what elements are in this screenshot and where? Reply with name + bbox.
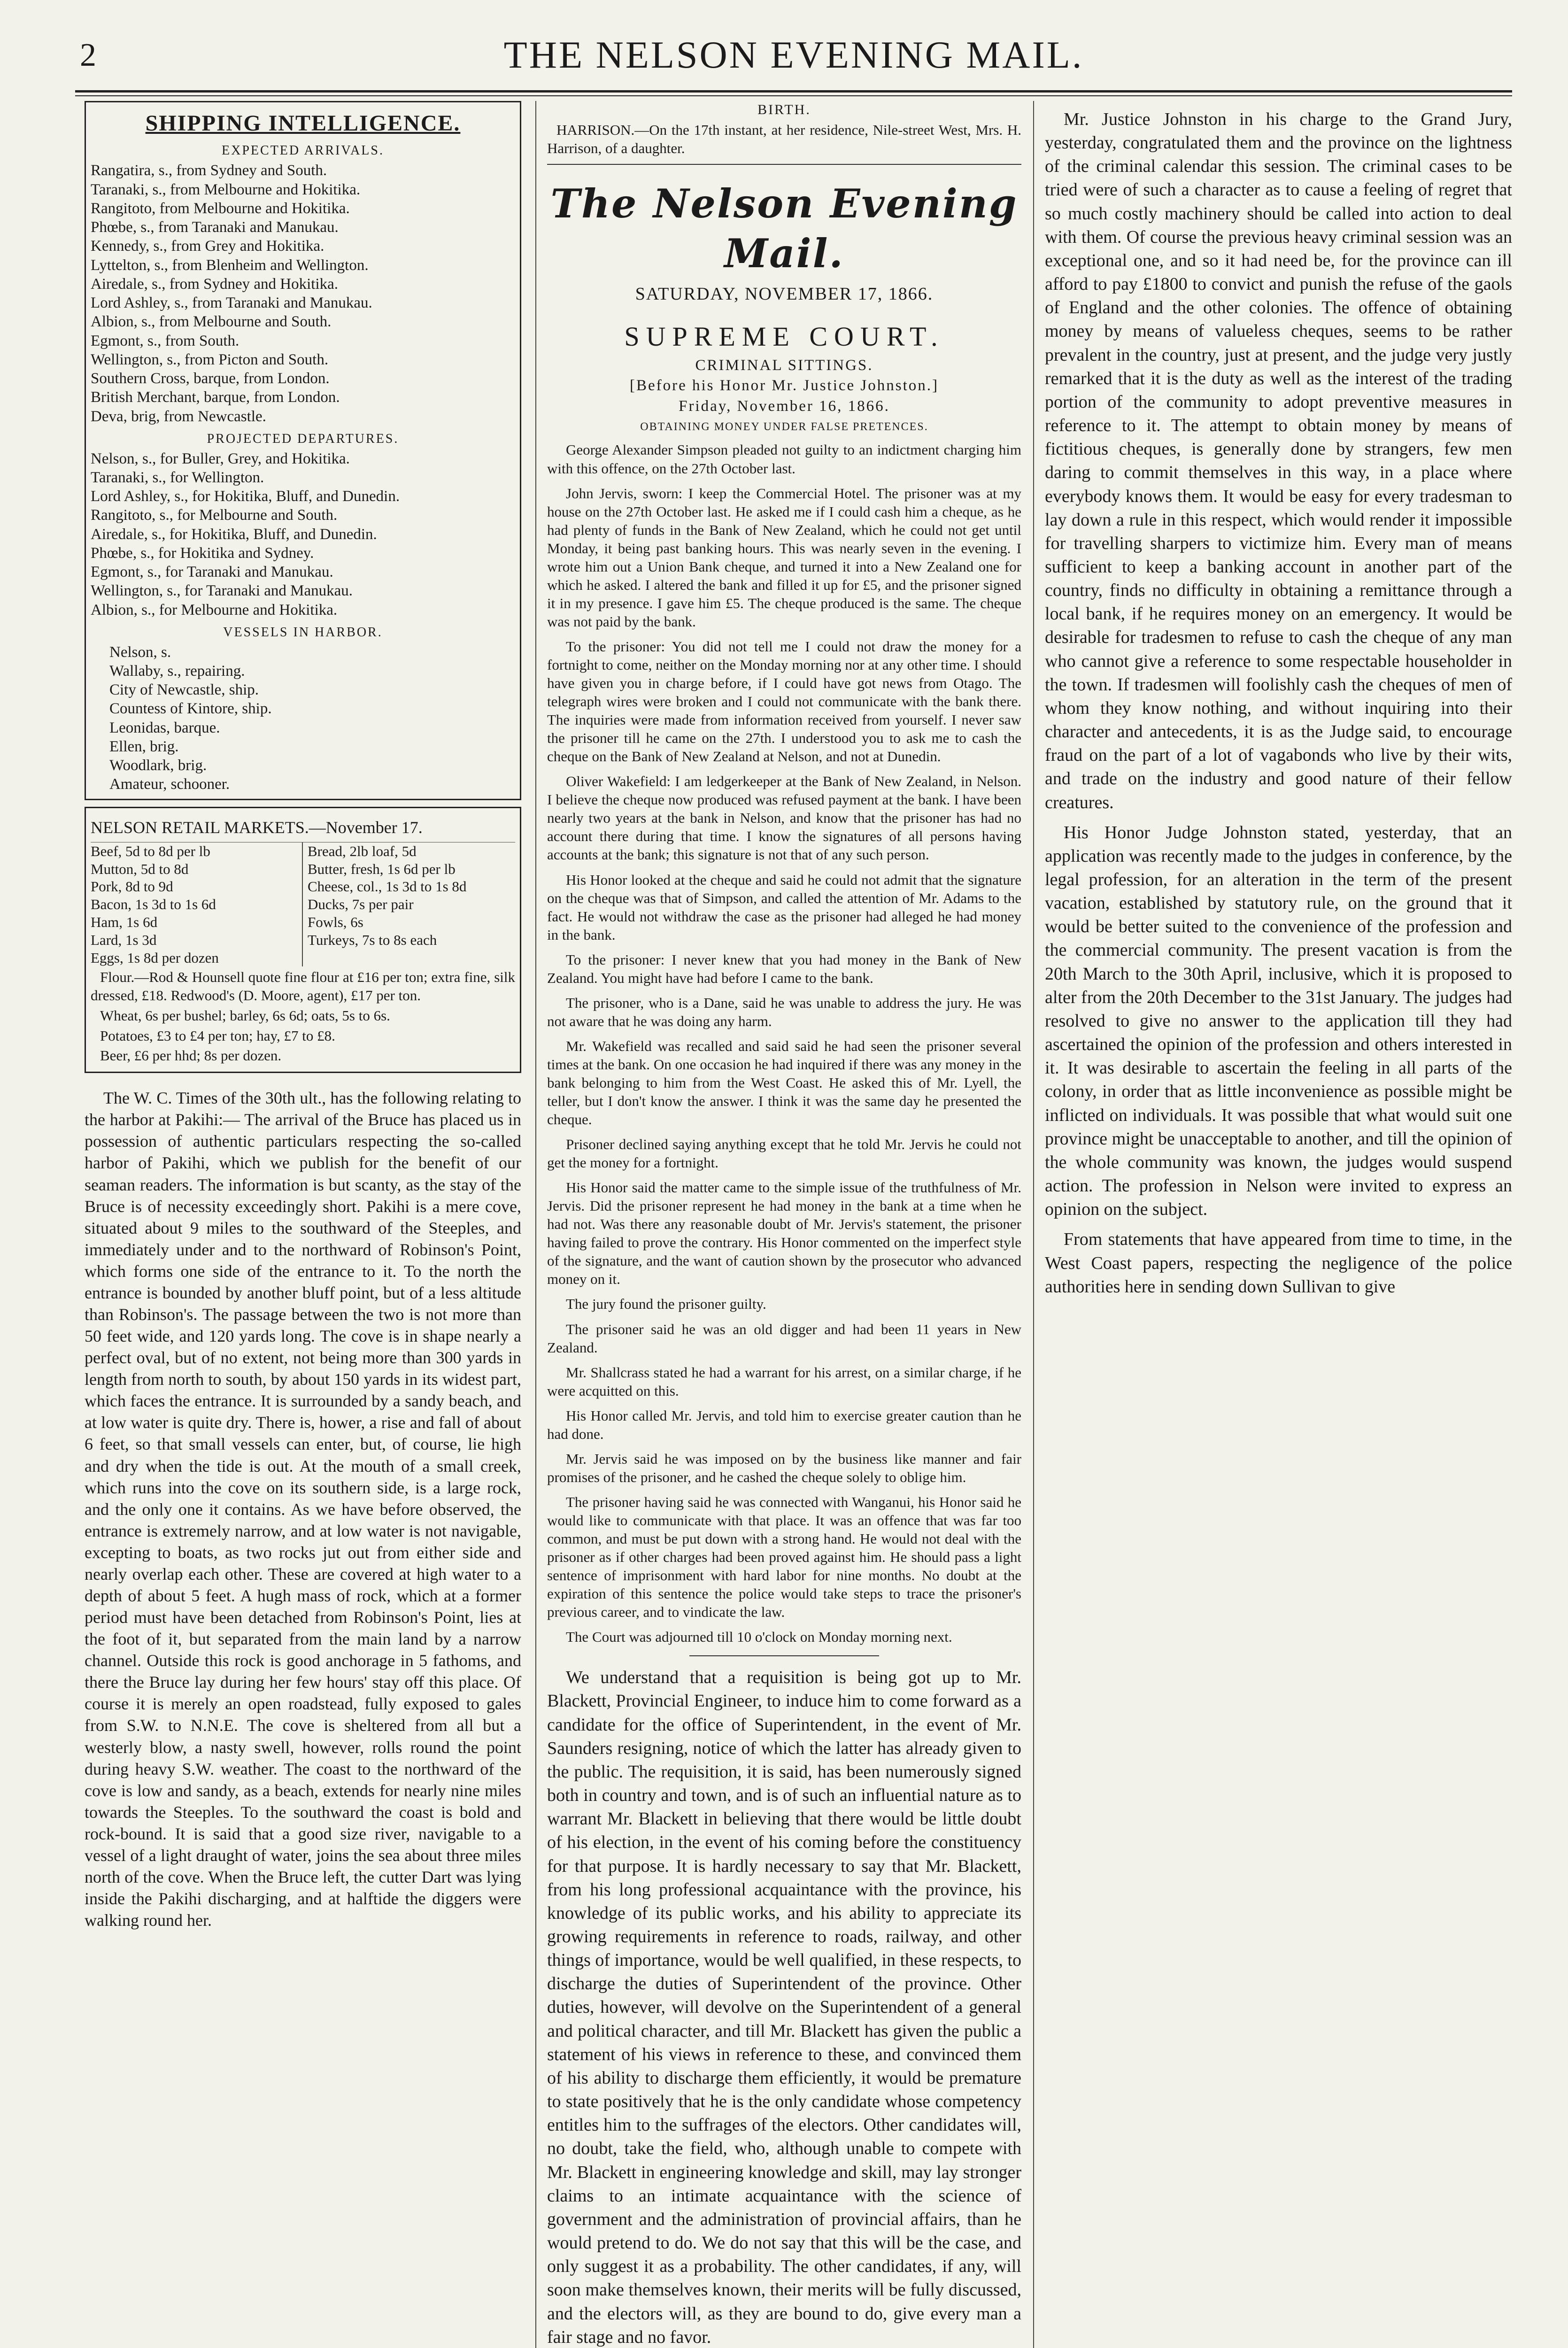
market-price-item: Lard, 1s 3d xyxy=(91,931,157,948)
market-price-item: Pork, 8d to 9d xyxy=(91,878,173,895)
court-paragraph: The prisoner, who is a Dane, said he was unable to address the jury. He was not aware that he was doing any harm. xyxy=(547,994,1021,1029)
projected-departure-item: Airedale, s., for Hokitika, Bluff, and Dunedin. xyxy=(91,525,377,543)
court-judge: [Before his Honor Mr. Justice Johnston.] xyxy=(629,377,939,394)
court-paragraph: The Court was adjourned till 10 o'clock on Monday morning next. xyxy=(566,1629,952,1645)
court-paragraph: Mr. Wakefield was recalled and said said he had seen the prisoner several times at the bank. On one occasion he had inquired if there was any money in the bank belonging to him from the West Coast. He asked this of Mr. Lyell, the teller, but I don't know the answer. I think it was the same day he presented the cheque. xyxy=(547,1037,1021,1128)
market-price-item: Eggs, 1s 8d per dozen xyxy=(91,949,219,966)
column-1 xyxy=(85,101,521,2348)
vessel-in-harbor-item: Nelson, s. xyxy=(109,643,171,661)
editorial-paragraph: His Honor Judge Johnston stated, yesterday, that an application was recently made to the judges in conference, by the legal profession, for an alteration in the term of the present vacation, established by statutory rule, on the ground that it would be better suited to the convenience of the profession and the commercial community. The present vacation is from the 20th March to the 30th April, inclusive, which it is proposed to alter from the 20th December to the 31st January. The judges had resolved to give no answer to the application till they had ascertained the opinion of the profession and others interested in it. It was desirable to ascertain the feeling in all parts of the colony, in order that as little inconvenience as possible might be inflicted on individuals. It was possible that what would suit one province might be unacceptable to another, and till the opinion of the whole community was known, the judges would suspend action. The profession in Nelson were invited to express an opinion on the subject. xyxy=(1045,822,1512,1220)
markets-box xyxy=(85,807,521,1074)
masthead xyxy=(75,28,1512,85)
case-title: OBTAINING MONEY UNDER FALSE PRETENCES. xyxy=(640,421,928,433)
vessels-in-harbor-list xyxy=(91,643,515,794)
vessel-in-harbor-item: Wallaby, s., repairing. xyxy=(109,662,245,680)
market-price-item: Butter, fresh, 1s 6d per lb xyxy=(308,860,456,877)
editorial-paragraph: From statements that have appeared from time to time, in the West Coast papers, respecting the negligence of the police authorities here in sending down Sullivan to give xyxy=(1045,1229,1512,1297)
column-2 xyxy=(547,101,1021,2348)
court-date: Friday, November 16, 1866. xyxy=(679,397,890,415)
divider xyxy=(689,1655,879,1656)
expected-arrival-item: Southern Cross, barque, from London. xyxy=(91,370,330,387)
expected-arrival-item: Airedale, s., from Sydney and Hokitika. xyxy=(91,275,338,293)
newspaper-title: THE NELSON EVENING MAIL. xyxy=(503,33,1084,76)
projected-departure-item: Taranaki, s., for Wellington. xyxy=(91,469,264,486)
markets-table xyxy=(91,842,515,967)
birth-heading: BIRTH. xyxy=(757,102,811,117)
vessel-in-harbor-item: Ellen, brig. xyxy=(109,738,179,755)
editorial-paragraph: Mr. Justice Johnston in his charge to the Grand Jury, yesterday, congratulated them and the province on the lightness of the criminal calendar this session. The criminal cases to be tried were of such a character as to cause a feeling of regret that so much costly machinery should be called into action to deal with them. Of course the previous heavy criminal session was an exceptional one, and so it had need be, for the province can ill afford to pay £1800 to convict and punish the refuse of the gaols of England and the other colonies. The offence of obtaining money by means of valueless cheques, seems to be rather prevalent in the country, just at present, and the judge very justly remarked that it is the duty as well as the interest of the trading portion of the community to adopt preventive measures in reference to it. The attempt to obtain money by means of fictitious cheques, is generally done by strangers, few men daring to commit themselves in this way, in a place where everybody knows them. It would be easy for every tradesman to lay down a rule in this respect, which would render it impossible for travelling sharpers to victimize him. Every man of means sufficient to keep a banking account in another part of the country, finds no difficulty in obtaining a remittance through a local bank, if he requires money on an emergency. It would be desirable for tradesmen to refuse to cash the cheque of any man who cannot give a reference to some respectable householder in the town. If tradesmen will foolishly cash the cheques of men of whom they know nothing, and without inquiring into their character and antecedents, it is as the Judge said, to encourage fraud on the part of a lot of vagabonds who live by their wits, and trade on the industry and good nature of their fellow creatures. xyxy=(1045,109,1512,812)
projected-departure-item: Nelson, s., for Buller, Grey, and Hokitika. xyxy=(91,450,350,467)
expected-arrival-item: Taranaki, s., from Melbourne and Hokitika. xyxy=(91,181,361,198)
court-report xyxy=(547,440,1021,1646)
markets-title: NELSON RETAIL MARKETS.—November 17. xyxy=(91,818,423,837)
expected-arrival-item: Egmont, s., from South. xyxy=(91,332,239,349)
court-paragraph: Oliver Wakefield: I am ledgerkeeper at the Bank of New Zealand, in Nelson. I believe the cheque now produced was refused payment at the bank. I have been nearly two years at the bank in Nelson, and know that the prisoner has had no account there during that time. I know the signatures of all persons having accounts at the bank; this signature is not that of any such person. xyxy=(547,773,1021,863)
vessel-in-harbor-item: Amateur, schooner. xyxy=(109,776,230,793)
vessel-in-harbor-item: Woodlark, brig. xyxy=(109,757,207,774)
shipping-box xyxy=(85,101,521,800)
market-note: Flour.—Rod & Hounsell quote fine flour at £16 per ton; extra fine, silk dressed, £18. Redwood's (D. Moore, agent), £17 per ton. xyxy=(91,969,515,1004)
vessel-in-harbor-item: Countess of Kintore, ship. xyxy=(109,700,272,718)
birth-notice: HARRISON.—On the 17th instant, at her residence, Nile-street West, Mrs. H. Harrison, of a daughter. xyxy=(547,121,1021,156)
court-paragraph: The prisoner having said he was connected with Wanganui, his Honor said he would like to communicate with that place. It was an offence that was far too common, and must be put down with a strong hand. He would not deal with the prisoner as if other charges had been proved against him. He should pass a light sentence of imprisonment with hard labor for nine months. No doubt at the expiration of this sentence the police would take steps to trace the prisoner's previous career, and to vindicate the law. xyxy=(547,1493,1021,1621)
court-paragraph: To the prisoner: You did not tell me I could not draw the money for a fortnight to come, neither on the Monday morning nor at any other time. I should have given you in charge before, if I could have got news from Otago. The telegraph wires were broken and I could not communicate with the bank there. The inquiries were made from information received from yourself. I never saw the prisoner till he came on the 27th. I understood you to ask me to cash the cheque on the Bank of New Zealand at Nelson, and not at Dunedin. xyxy=(547,638,1021,765)
market-price-item: Turkeys, 7s to 8s each xyxy=(308,931,437,948)
projected-departures-heading: PROJECTED DEPARTURES. xyxy=(207,431,399,446)
expected-arrival-item: British Merchant, barque, from London. xyxy=(91,389,340,406)
column-3 xyxy=(1045,101,1512,2348)
court-paragraph: Mr. Jervis said he was imposed on by the business like manner and fair promises of the prisoner, and he cashed the cheque solely to oblige him. xyxy=(547,1450,1021,1485)
market-price-item: Bacon, 1s 3d to 1s 6d xyxy=(91,896,216,913)
court-paragraph: Mr. Shallcrass stated he had a warrant for his arrest, on a similar charge, if he were acquitted on this. xyxy=(547,1364,1021,1399)
market-price-item: Ducks, 7s per pair xyxy=(308,896,414,913)
expected-arrival-item: Phœbe, s., from Taranaki and Manukau. xyxy=(91,219,339,236)
editorial-masthead: The Nelson Evening Mail. xyxy=(550,180,1018,277)
court-paragraph: The prisoner said he was an old digger and had been 11 years in New Zealand. xyxy=(547,1321,1021,1356)
expected-arrival-item: Deva, brig, from Newcastle. xyxy=(91,408,266,425)
vessel-in-harbor-item: Leonidas, barque. xyxy=(109,719,220,736)
market-note: Potatoes, £3 to £4 per ton; hay, £7 to £8. xyxy=(100,1027,335,1044)
shipping-title: SHIPPING INTELLIGENCE. xyxy=(145,111,461,136)
projected-departure-item: Wellington, s., for Taranaki and Manukau. xyxy=(91,582,353,600)
court-subtitle: CRIMINAL SITTINGS. xyxy=(695,356,873,374)
expected-arrival-item: Lyttelton, s., from Blenheim and Wellington. xyxy=(91,256,369,274)
vessel-in-harbor-item: City of Newcastle, ship. xyxy=(109,681,259,699)
court-paragraph: George Alexander Simpson pleaded not guilty to an indictment charging him with this offence, on the 27th October last. xyxy=(547,441,1021,477)
market-price-item: Bread, 2lb loaf, 5d xyxy=(308,842,417,859)
market-price-item: Cheese, col., 1s 3d to 1s 8d xyxy=(308,878,467,895)
market-price-item: Beef, 5d to 8d per lb xyxy=(91,842,210,859)
court-paragraph: His Honor called Mr. Jervis, and told him to exercise greater caution than he had done. xyxy=(547,1407,1021,1442)
expected-arrival-item: Rangatira, s., from Sydney and South. xyxy=(91,162,327,179)
editorial-continued xyxy=(1045,108,1512,1298)
projected-departure-item: Rangitoto, s., for Melbourne and South. xyxy=(91,507,338,524)
market-note: Wheat, 6s per bushel; barley, 6s 6d; oats, 5s to 6s. xyxy=(100,1007,390,1024)
projected-departure-item: Albion, s., for Melbourne and Hokitika. xyxy=(91,601,338,618)
expected-arrivals-list xyxy=(91,161,515,426)
court-paragraph: His Honor looked at the cheque and said he could not admit that the signature on the cheque was that of Simpson, and called the attention of Mr. Adams to the fact. He would not withdraw the case as the prisoner had alleged he had money in the bank. xyxy=(547,871,1021,943)
court-title: SUPREME COURT. xyxy=(624,321,944,352)
pakihi-article: The W. C. Times of the 30th ult., has the following relating to the harbor at Pakihi:— The arrival of the Bruce has placed us in possession of authentic particulars respecting the so-called harbor of Pakihi, which we publish for the benefit of our seaman readers. The information is but scanty, as the stay of the Bruce is of necessity exceedingly short. Pakihi is a mere cove, situated about 9 miles to the southward of the Steeples, and immediately under and to the northward of Robinson's Point, which forms one side of the entrance to it. To the north the entrance is bounded by another bluff point, but of a less altitude than Robinson's. The passage between the two is not more than 50 feet wide, and 120 yards long. The cove is in shape nearly a perfect oval, but of no extent, not being more than 300 yards in length from north to south, by about 150 yards in its widest part, which faces the entrance. It is surrounded by a sandy beach, and at low water is quite dry. There is, hower, a rise and fall of about 6 feet, so that small vessels can enter, but, of course, lie high and dry when the tide is out. At the mouth of a small creek, which runs into the cove on its southern side, is a large rock, and the only one it contains. As we have before observed, the entrance is extremely narrow, and at low water is not navigable, excepting to boats, as two rocks jut out from either side and nearly overlap each other. These are covered at high water to a depth of about 5 feet. A hugh mass of rock, which at a former period must have been detached from Robinson's Point, lies at the foot of it, but separated from the main land by a narrow channel. Outside this rock is good anchorage in 5 fathoms, and there the Bruce lay during her few hours' stay off this place. Of course it is merely an open roadstead, fully exposed to gales from S.W. to N.N.E. The cove is sheltered from all but a westerly blow, a nasty swell, however, rolls round the point during heavy S.W. weather. The coast to the northward of the cove is low and sandy, as a beach, extends for nearly nine miles towards the Steeples. To the southward the coast is bold and rock-bound. It is said that a good size river, navigable to a vessel of a light draught of water, joins the sea about three miles north of the cove. When the Bruce left, the cutter Dart was lying inside the Pakihi discharging, and at halftide the diggers were walking round her. xyxy=(85,1089,521,1930)
expected-arrival-item: Lord Ashley, s., from Taranaki and Manukau. xyxy=(91,294,372,312)
market-note: Beer, £6 per hhd; 8s per dozen. xyxy=(100,1047,282,1064)
markets-left-column xyxy=(91,842,303,967)
markets-right-column xyxy=(303,842,515,967)
court-paragraph: The jury found the prisoner guilty. xyxy=(566,1296,766,1313)
page-number: 2 xyxy=(80,37,96,73)
editorial-date: SATURDAY, NOVEMBER 17, 1866. xyxy=(635,284,934,304)
court-paragraph: To the prisoner: I never knew that you had money in the Bank of New Zealand. You might have had before I came to the bank. xyxy=(547,951,1021,986)
divider xyxy=(547,164,1021,165)
expected-arrival-item: Albion, s., from Melbourne and South. xyxy=(91,313,332,331)
projected-departure-item: Egmont, s., for Taranaki and Manukau. xyxy=(91,564,333,581)
court-paragraph: John Jervis, sworn: I keep the Commercial Hotel. The prisoner was at my house on the 27th October last. He asked me if I could cash him a cheque, as he had plenty of funds in the Bank of New Zealand, which he could not get until Monday, it being past banking hours. This was nearly seven in the evening. I wrote him out a Union Bank cheque, and turned it into a New Zealand one for which he asked. I altered the bank and filled it up for £5, and the prisoner signed it in my presence. I gave him £5. The cheque produced is the same. The cheque was not paid by the bank. xyxy=(547,485,1021,630)
column-divider xyxy=(535,101,536,2348)
market-price-item: Mutton, 5d to 8d xyxy=(91,860,189,877)
markets-notes xyxy=(91,968,515,1065)
projected-departure-item: Phœbe, s., for Hokitika and Sydney. xyxy=(91,544,314,562)
court-paragraph: His Honor said the matter came to the simple issue of the truthfulness of Mr. Jervis. Did the prisoner represent he had money in the bank at a time when he had not. Was there any reasonable doubt of Mr. Jervis's statement, the prisoner having failed to prove the contrary. His Honor commented on the imperfect style of the signature, and the want of caution shown by the prosecutor who advanced money on it. xyxy=(547,1179,1021,1288)
column-divider xyxy=(1033,101,1034,2348)
vessels-in-harbor-heading: VESSELS IN HARBOR. xyxy=(223,625,383,640)
market-price-item: Fowls, 6s xyxy=(308,914,363,930)
projected-departure-item: Lord Ashley, s., for Hokitika, Bluff, and Dunedin. xyxy=(91,488,400,505)
court-paragraph: Prisoner declined saying anything except that he told Mr. Jervis he could not get the money for a fortnight. xyxy=(547,1136,1021,1171)
expected-arrival-item: Kennedy, s., from Grey and Hokitika. xyxy=(91,238,324,255)
expected-arrival-item: Rangitoto, from Melbourne and Hokitika. xyxy=(91,200,350,217)
expected-arrivals-heading: EXPECTED ARRIVALS. xyxy=(222,143,384,158)
blackett-article: We understand that a requisition is being got up to Mr. Blackett, Provincial Engineer, to induce him to come forward as a candidate for the office of Superintendent, in the event of Mr. Saunders resigning, notice of which the latter has already given to the public. The requisition, it is said, has been numerously signed both in country and town, and is of such an influential nature as to warrant Mr. Blackett in believing that there would be little doubt of his election, in the event of his coming before the constituency for that purpose. It is hardly necessary to say that Mr. Blackett, from his long professional acquaintance with the province, his knowledge of its public works, and his ability to appreciate its growing requirements in reference to roads, railway, and other things of importance, would be well qualified, in these respects, to discharge the duties of Superintendent of the province. Other duties, however, will devolve on the Superintendent of a general and political character, and till Mr. Blackett has given the public a statement of his views in reference to these, and convinced them of his ability to discharge them efficiently, it would be premature to state positively that he is the only candidate whose competency entitles him to the suffrages of the electors. Other candidates will, no doubt, take the field, who, although unable to compete with Mr. Blackett in engineering knowledge and skill, may lay stronger claims to an intimate acquaintance with the science of government and the administration of provincial affairs, than he would pretend to do. We do not say that this will be the case, and only suggest it as a probability. The other candidates, if any, will soon make themselves known, their merits will be fully discussed, and the electors will, as they are bound to do, give every man a fair stage and no favor. xyxy=(547,1668,1021,2347)
market-price-item: Ham, 1s 6d xyxy=(91,914,158,930)
projected-departures-list xyxy=(91,449,515,619)
expected-arrival-item: Wellington, s., from Picton and South. xyxy=(91,351,329,368)
masthead-rule xyxy=(75,90,1512,96)
